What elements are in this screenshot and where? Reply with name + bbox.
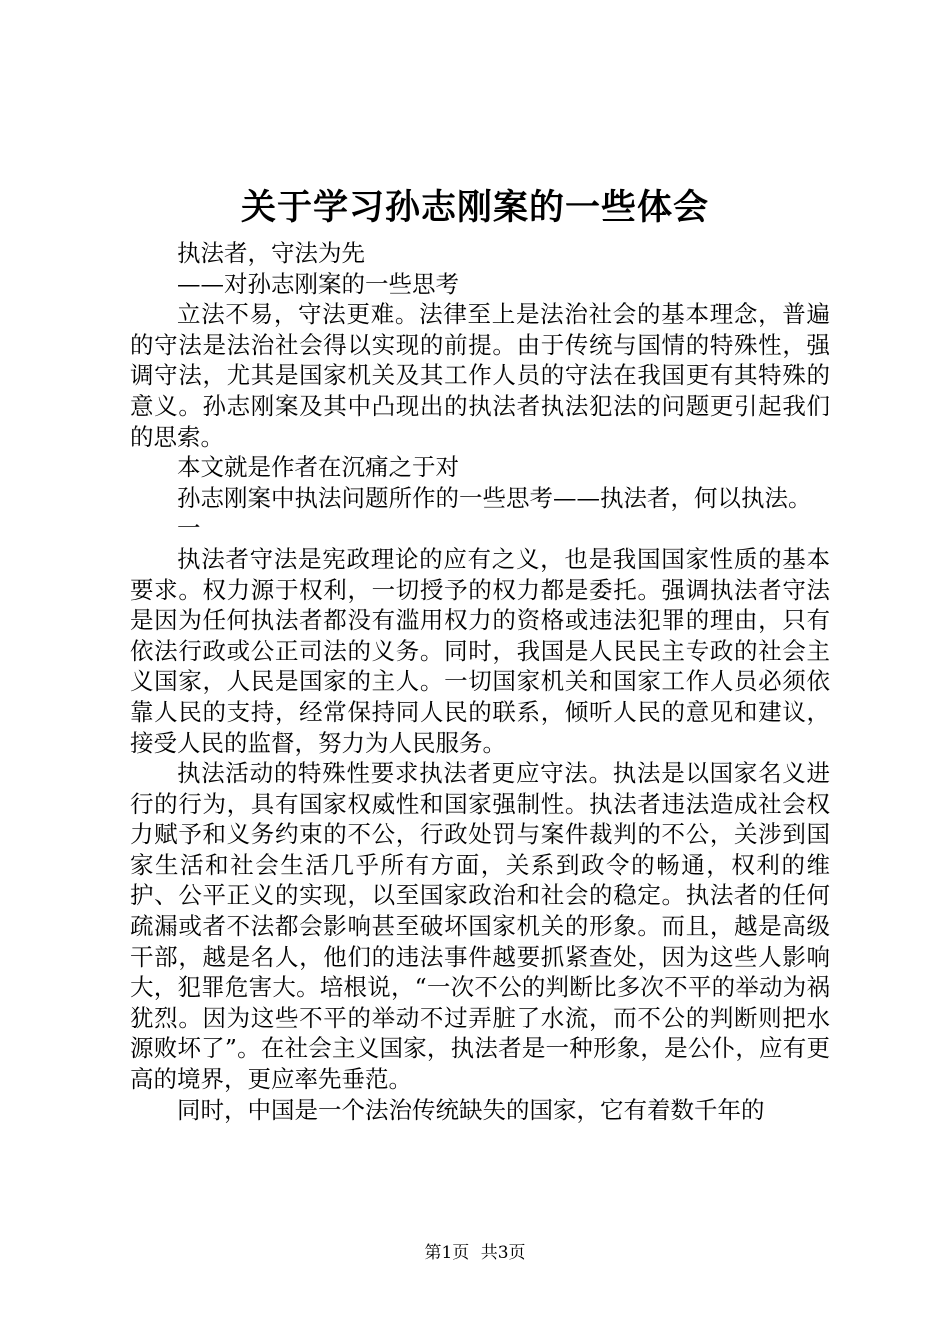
body-paragraph: 执法者守法是宪政理论的应有之义，也是我国国家性质的基本要求。权力源于权利，一切授予的权力都是委托。强调执法者守法是因为任何执法者都没有滥用权力的资格或违法犯罪的理由，只有依法行政或公正司法的义务。同时，我国是人民民主专政的社会主义国家，人民是国家的主人。一切国家机关和国家工作人员必须依靠人民的支持，经常保持同人民的联系，倾听人民的意见和建议，接受人民的监督，努力为人民服务。 bbox=[130, 544, 830, 757]
page-footer bbox=[0, 1241, 950, 1265]
body-paragraph: 本文就是作者在沉痛之于对 bbox=[177, 453, 459, 482]
body-paragraph: 同时，中国是一个法治传统缺失的国家，它有着数千年的 bbox=[177, 1095, 765, 1124]
page-number: 第1页 bbox=[424, 1243, 470, 1263]
document-title: 关于学习孙志刚案的一些体会 bbox=[240, 187, 709, 228]
body-paragraph: 执法活动的特殊性要求执法者更应守法。执法是以国家名义进行的行为，具有国家权威性和国家强制性。执法者违法造成社会权力赋予和义务约束的不公，行政处罚与案件裁判的不公，关涉到国家生活和社会生活几乎所有方面，关系到政令的畅通，权利的维护、公平正义的实现，以至国家政治和社会的稳定。执法者的任何疏漏或者不法都会影响甚至破坏国家机关的形象。而且，越是高级干部，越是名人，他们的违法事件越要抓紧查处，因为这些人影响大，犯罪危害大。培根说，“一次不公的判断比多次不平的举动为祸犹烈。因为这些不平的举动不过弄脏了水流，而不公的判断则把水源败坏了”。在社会主义国家，执法者是一种形象，是公仆，应有更高的境界，更应率先垂范。 bbox=[130, 759, 830, 1094]
body-paragraph: 孙志刚案中执法问题所作的一些思考——执法者，何以执法。 bbox=[177, 483, 812, 512]
subtitle-line: ——对孙志刚案的一些思考 bbox=[177, 269, 459, 298]
subtitle-line: 执法者，守法为先 bbox=[177, 239, 365, 267]
document-body bbox=[130, 238, 830, 1125]
body-paragraph: 立法不易，守法更难。法律至上是法治社会的基本理念，普遍的守法是法治社会得以实现的前提。由于传统与国情的特殊性，强调守法，尤其是国家机关及其工作人员的守法在我国更有其特殊的意义。孙志刚案及其中凸现出的执法者执法犯法的问题更引起我们的思索。 bbox=[130, 300, 830, 451]
section-number: 一 bbox=[177, 514, 201, 543]
page-total: 共3页 bbox=[480, 1243, 526, 1263]
